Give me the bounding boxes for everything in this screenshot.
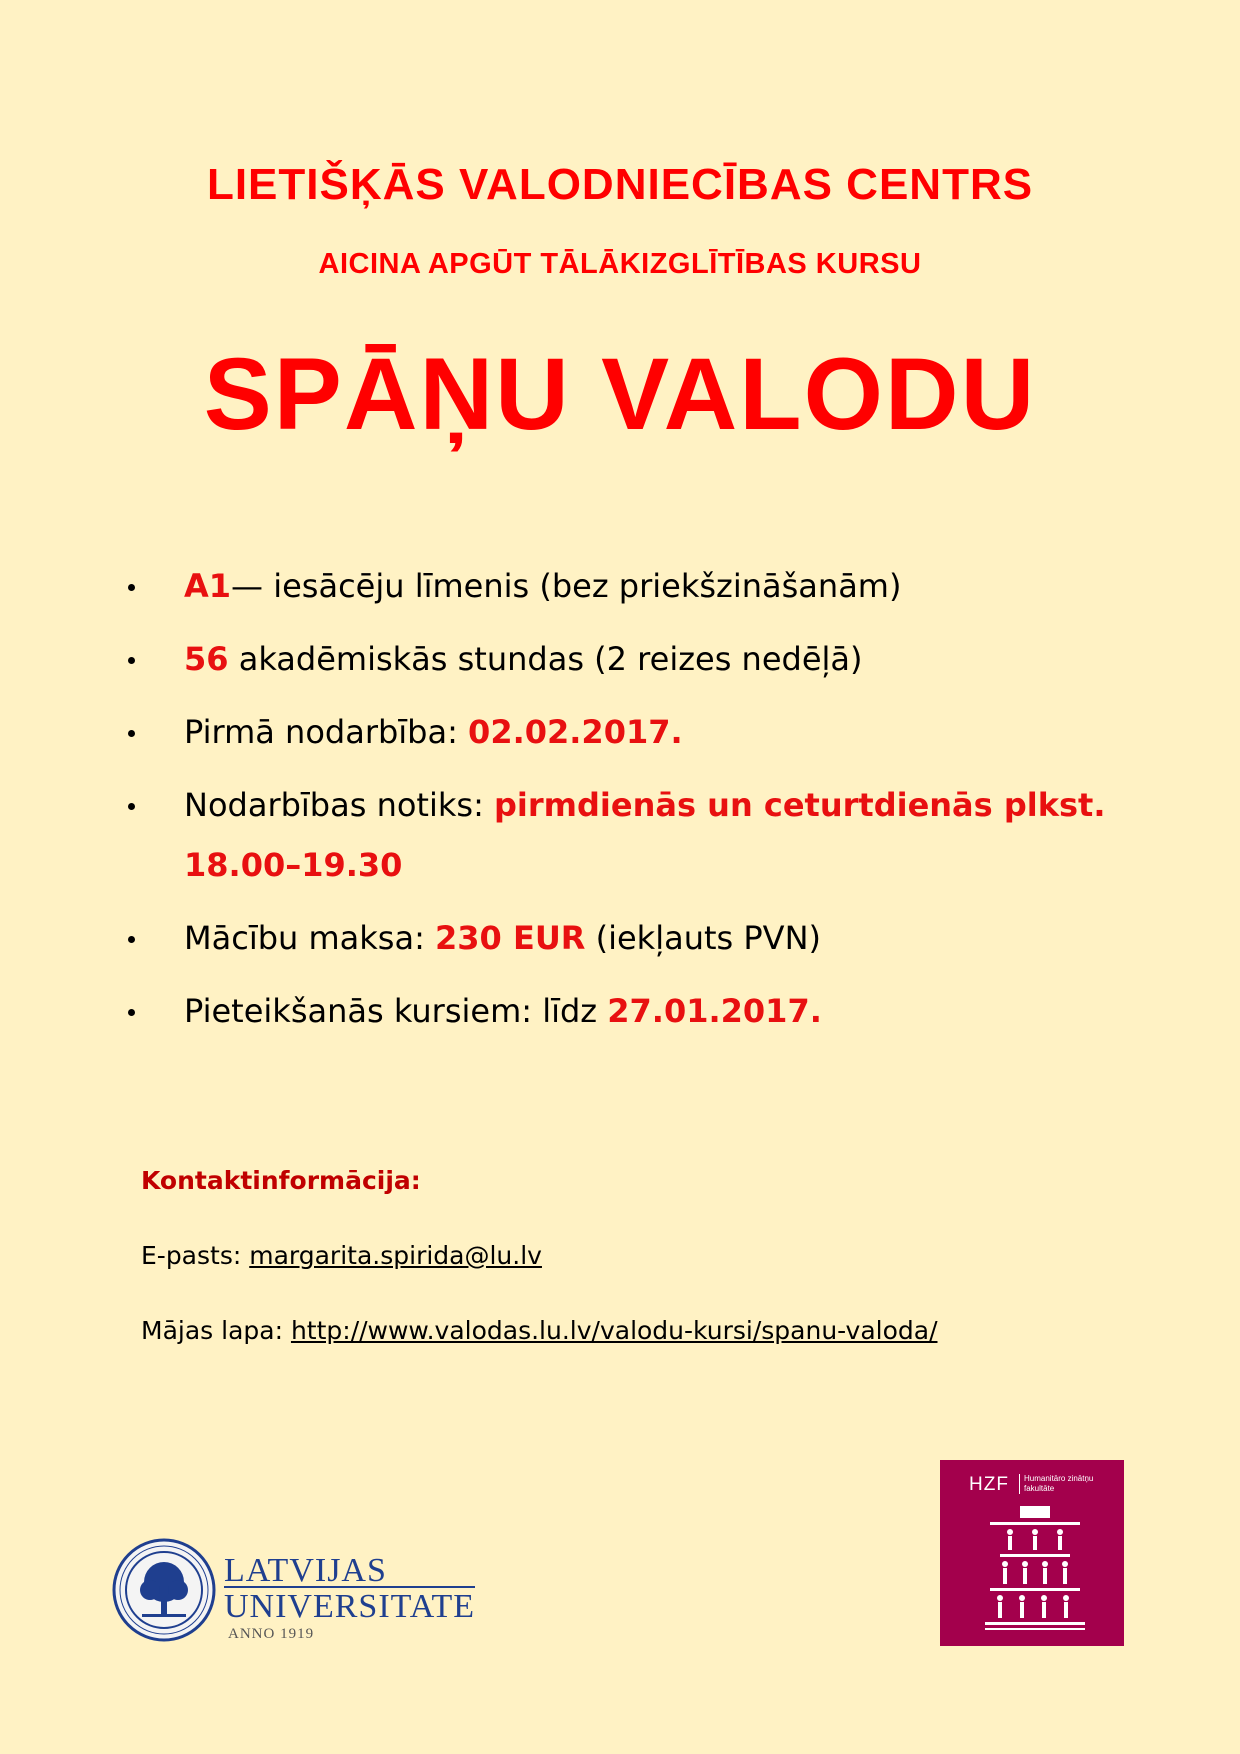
detail-highlight: pirmdienās un ceturtdienās plkst. 18.00–19.30 <box>184 786 1106 884</box>
detail-text: Pieteikšanās kursiem: līdz <box>184 992 608 1030</box>
lu-year: ANNO 1919 <box>228 1626 315 1642</box>
detail-text: Pirmā nodarbība: <box>184 713 469 751</box>
email-label: E-pasts: <box>141 1241 250 1270</box>
course-details-list <box>128 556 1128 1054</box>
bullet-dot-icon <box>128 730 135 737</box>
bullet-dot-icon <box>128 657 135 664</box>
contact-email-line <box>141 1241 542 1270</box>
detail-highlight: A1 <box>184 567 232 605</box>
lu-name-line1: LATVIJAS <box>224 1552 387 1589</box>
detail-text: akadēmiskās stundas (2 reizes nedēļā) <box>228 640 863 678</box>
detail-highlight: 56 <box>184 640 229 678</box>
contact-web-line <box>141 1316 938 1345</box>
hzf-faculty-name: Humanitāro zinātņu fakultāte <box>1019 1474 1114 1494</box>
bullet-dot-icon <box>128 803 135 810</box>
hzf-logo <box>940 1460 1124 1646</box>
detail-item <box>128 702 1128 762</box>
detail-highlight: 230 EUR <box>435 919 586 957</box>
contact-title: Kontaktinformācija: <box>141 1166 421 1195</box>
detail-item <box>128 908 1128 968</box>
detail-item <box>128 629 1128 689</box>
lu-name-line2: UNIVERSITATE <box>224 1588 476 1625</box>
web-link[interactable]: http://www.valodas.lu.lv/valodu-kursi/spanu-valoda/ <box>290 1316 938 1345</box>
detail-item <box>128 981 1128 1041</box>
detail-item <box>128 775 1128 895</box>
bullet-dot-icon <box>128 936 135 943</box>
detail-text: Nodarbības notiks: <box>184 786 495 824</box>
web-label: Mājas lapa: <box>141 1316 291 1345</box>
lu-logo <box>112 1538 492 1648</box>
org-title: LIETIŠĶĀS VALODNIECĪBAS CENTRS <box>206 160 1034 209</box>
detail-text: Mācību maksa: <box>184 919 436 957</box>
course-title: SPĀŅU VALODU <box>203 337 1037 451</box>
detail-highlight: 27.01.2017. <box>607 992 822 1030</box>
lu-seal-icon <box>112 1538 216 1642</box>
invite-subtitle: AICINA APGŪT TĀLĀKIZGLĪTĪBAS KURSU <box>318 248 922 280</box>
detail-item <box>128 556 1128 616</box>
email-link[interactable]: margarita.spirida@lu.lv <box>249 1241 542 1270</box>
hzf-abbr: HZF <box>969 1474 1009 1495</box>
bullet-dot-icon <box>128 1009 135 1016</box>
detail-highlight: 02.02.2017. <box>468 713 683 751</box>
detail-text: — iesācēju līmenis (bez priekšzināšanām) <box>231 567 902 605</box>
people-pyramid-icon <box>980 1506 1090 1636</box>
detail-text: (iekļauts PVN) <box>585 919 821 957</box>
bullet-dot-icon <box>128 584 135 591</box>
